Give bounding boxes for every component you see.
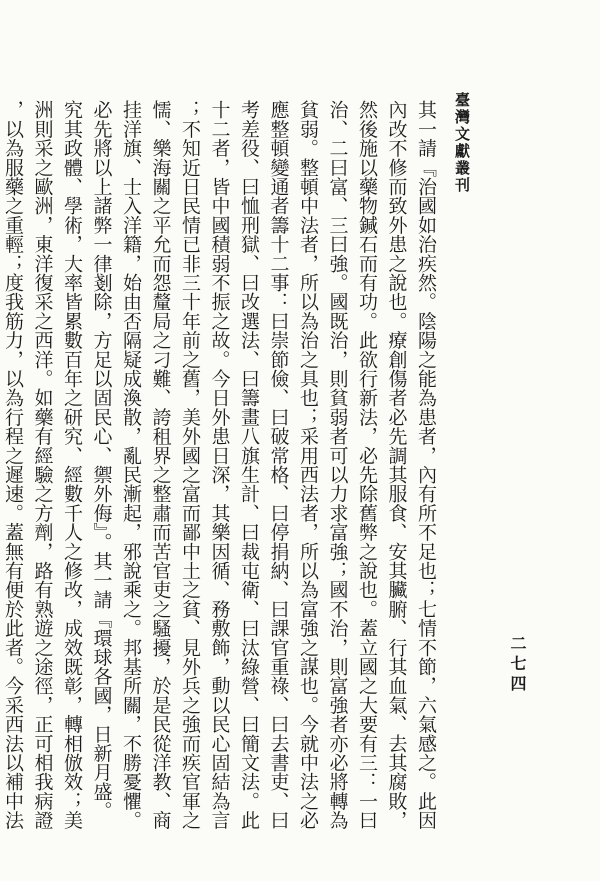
vertical-body-text xyxy=(2,100,440,870)
text-column: ；不知近日民情已非三十年前之舊，美外國之富而鄙中土之貧、見外兵之強而疾官軍之 xyxy=(179,100,201,830)
text-column: 必先將以上諸弊一律剗除，方足以固民心、禦外侮』。其一請『環球各國，日新月盛。 xyxy=(90,100,113,821)
text-column: 貧弱。整頓中法者，所以為治之具也；采用西法者，所以為富強之謀也。今就中法之必 xyxy=(297,100,319,830)
text-column: 應整頓變通者籌十二事：曰崇節儉、曰破常格、曰停捐納、曰課官重祿、曰去書吏、曰 xyxy=(267,100,290,830)
running-title: 臺灣文獻叢刊 xyxy=(453,92,471,194)
text-column: 考差役、曰恤刑獄、曰改選法、曰籌畫八旗生計、曰裁屯衛、曰汰綠營、曰簡文法。此 xyxy=(238,100,260,830)
text-column: 懦、樂海關之平允而怨釐局之刁難、誇租界之整肅而苦官吏之騷擾，於是民從洋教、商 xyxy=(149,100,172,830)
page-number: 二七四 xyxy=(508,635,527,695)
text-column: 十二者，皆中國積弱不振之故。今日外患日深，其樂因循、務敷飾，動以民心固結為言 xyxy=(208,100,231,830)
text-column: 洲則采之歐洲，東洋復采之西洋。如藥有經驗之方劑，路有熟遊之途徑，正可相我病證 xyxy=(31,100,54,830)
text-column: 其一請『治國如治疾然。陰陽之能為患者，內有所不足也；七情不節，六氣感之。此因 xyxy=(415,100,437,830)
text-column: 然後施以藥物鍼石而有功。此欲行新法，必先除舊弊之說也。蓋立國之大要有三：一曰 xyxy=(356,100,378,830)
text-column: ，以為服藥之重輕；度我筋力，以為行程之遲速。蓋無有便於此者。今采西法以補中法 xyxy=(2,100,24,830)
text-column: 究其政體、學術，大率皆累數百年之研究、經數千人之修改，成效既彰，轉相倣效；美 xyxy=(61,100,83,830)
text-column: 內改不修而致外患之說也。療創傷者必先調其服食、安其臟腑、行其血氣、去其腐敗， xyxy=(385,100,408,830)
text-column: 挂洋旗、士入洋籍，始由否隔疑成渙散，亂民漸起，邪說乘之。邦基所關，不勝憂懼。 xyxy=(120,100,142,830)
text-column: 治、二曰富、三曰強。國既治，則貧弱者可以力求富強；國不治，則富強者亦必將轉為 xyxy=(326,100,349,830)
